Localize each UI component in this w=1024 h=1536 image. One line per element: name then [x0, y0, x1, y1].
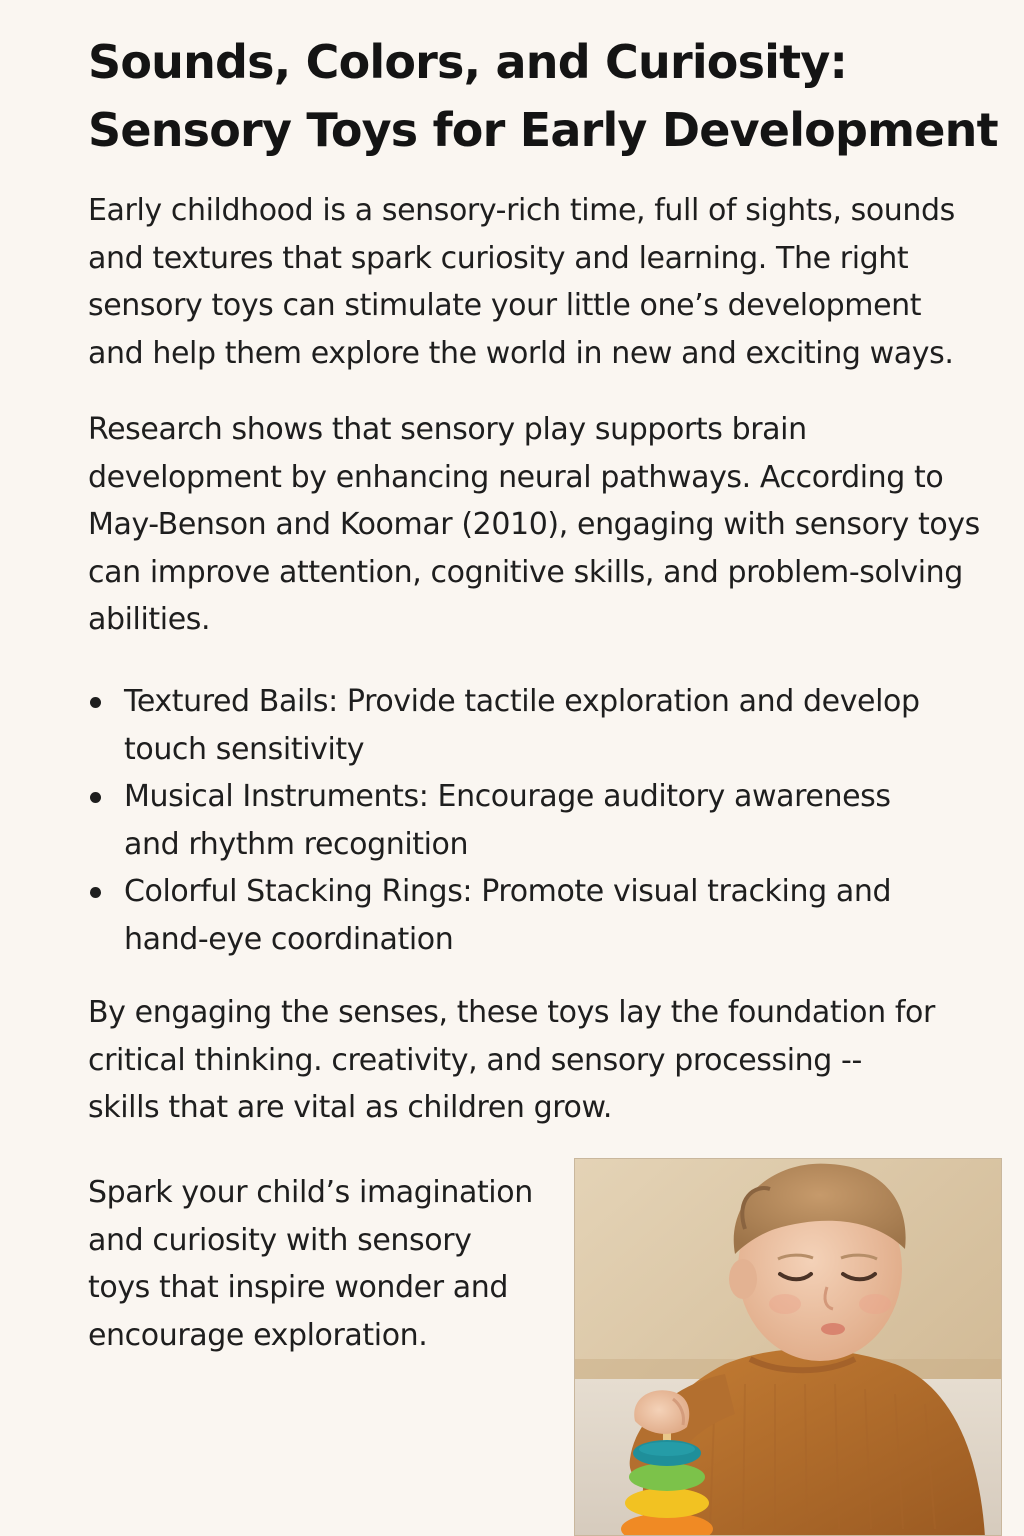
research-line: May-Benson and Koomar (2010), engaging with sensory toys: [88, 507, 980, 542]
article: [88, 28, 1018, 1353]
spark-line: Spark your child’s imagination: [88, 1175, 533, 1210]
left-cheek: [769, 1294, 801, 1314]
intro-line: Early childhood is a sensory-rich time, full of sights, sounds: [88, 193, 955, 228]
conclusion-line: critical thinking. creativity, and sensory processing --: [88, 1042, 862, 1078]
article-title: [88, 28, 1018, 164]
right-cheek: [859, 1294, 891, 1314]
ear: [729, 1259, 757, 1299]
research-line: development by enhancing neural pathways. According to: [88, 459, 944, 495]
conclusion-line: By engaging the senses, these toys lay the foundation for: [88, 995, 935, 1030]
intro-line: sensory toys can stimulate your little one’s development: [88, 288, 922, 323]
title-line-2: Sensory Toys for Early Development: [88, 103, 998, 157]
title-line-1: Sounds, Colors, and Curiosity:: [88, 35, 848, 89]
list-item-line: Textured Bails: Provide tactile exploration and develop: [124, 684, 920, 719]
research-line: abilities.: [88, 602, 211, 637]
bullet-dot-icon: [90, 887, 101, 898]
list-item-line: hand-eye coordination: [124, 921, 454, 957]
intro-paragraph: [88, 187, 1008, 377]
ring-yellow: [625, 1488, 709, 1518]
spark-line: encourage exploration.: [88, 1317, 428, 1353]
toddler-stacking-rings-photo: [574, 1158, 1002, 1536]
photo-illustration: [575, 1159, 1002, 1536]
spark-line: and curiosity with sensory: [88, 1222, 472, 1258]
toy-benefits-list: [88, 678, 988, 963]
conclusion-line: skills that are vital as children grow.: [88, 1090, 613, 1125]
list-item-line: Colorful Stacking Rings: Promote visual tracking and: [124, 874, 892, 909]
spark-paragraph: [88, 1169, 558, 1359]
list-item-line: and rhythm recognition: [124, 826, 469, 862]
research-paragraph: [88, 406, 1024, 644]
list-item: [88, 773, 988, 868]
conclusion-paragraph: [88, 989, 988, 1132]
research-line: can improve attention, cognitive skills, and problem-solving: [88, 554, 963, 590]
bullet-dot-icon: [90, 792, 101, 803]
list-item: [88, 868, 988, 963]
list-item-line: Musical Instruments: Encourage auditory awareness: [124, 779, 891, 814]
list-item: [88, 678, 988, 773]
ring-green: [629, 1463, 705, 1491]
bullet-dot-icon: [90, 697, 101, 708]
spark-line: toys that inspire wonder and: [88, 1270, 509, 1305]
intro-line: and help them explore the world in new and exciting ways.: [88, 335, 954, 371]
intro-line: and textures that spark curiosity and learning. The right: [88, 240, 909, 276]
research-line: Research shows that sensory play supports brain: [88, 412, 807, 447]
mouth: [821, 1323, 845, 1335]
list-item-line: touch sensitivity: [124, 731, 365, 767]
ring-teal-highlight: [639, 1442, 695, 1456]
